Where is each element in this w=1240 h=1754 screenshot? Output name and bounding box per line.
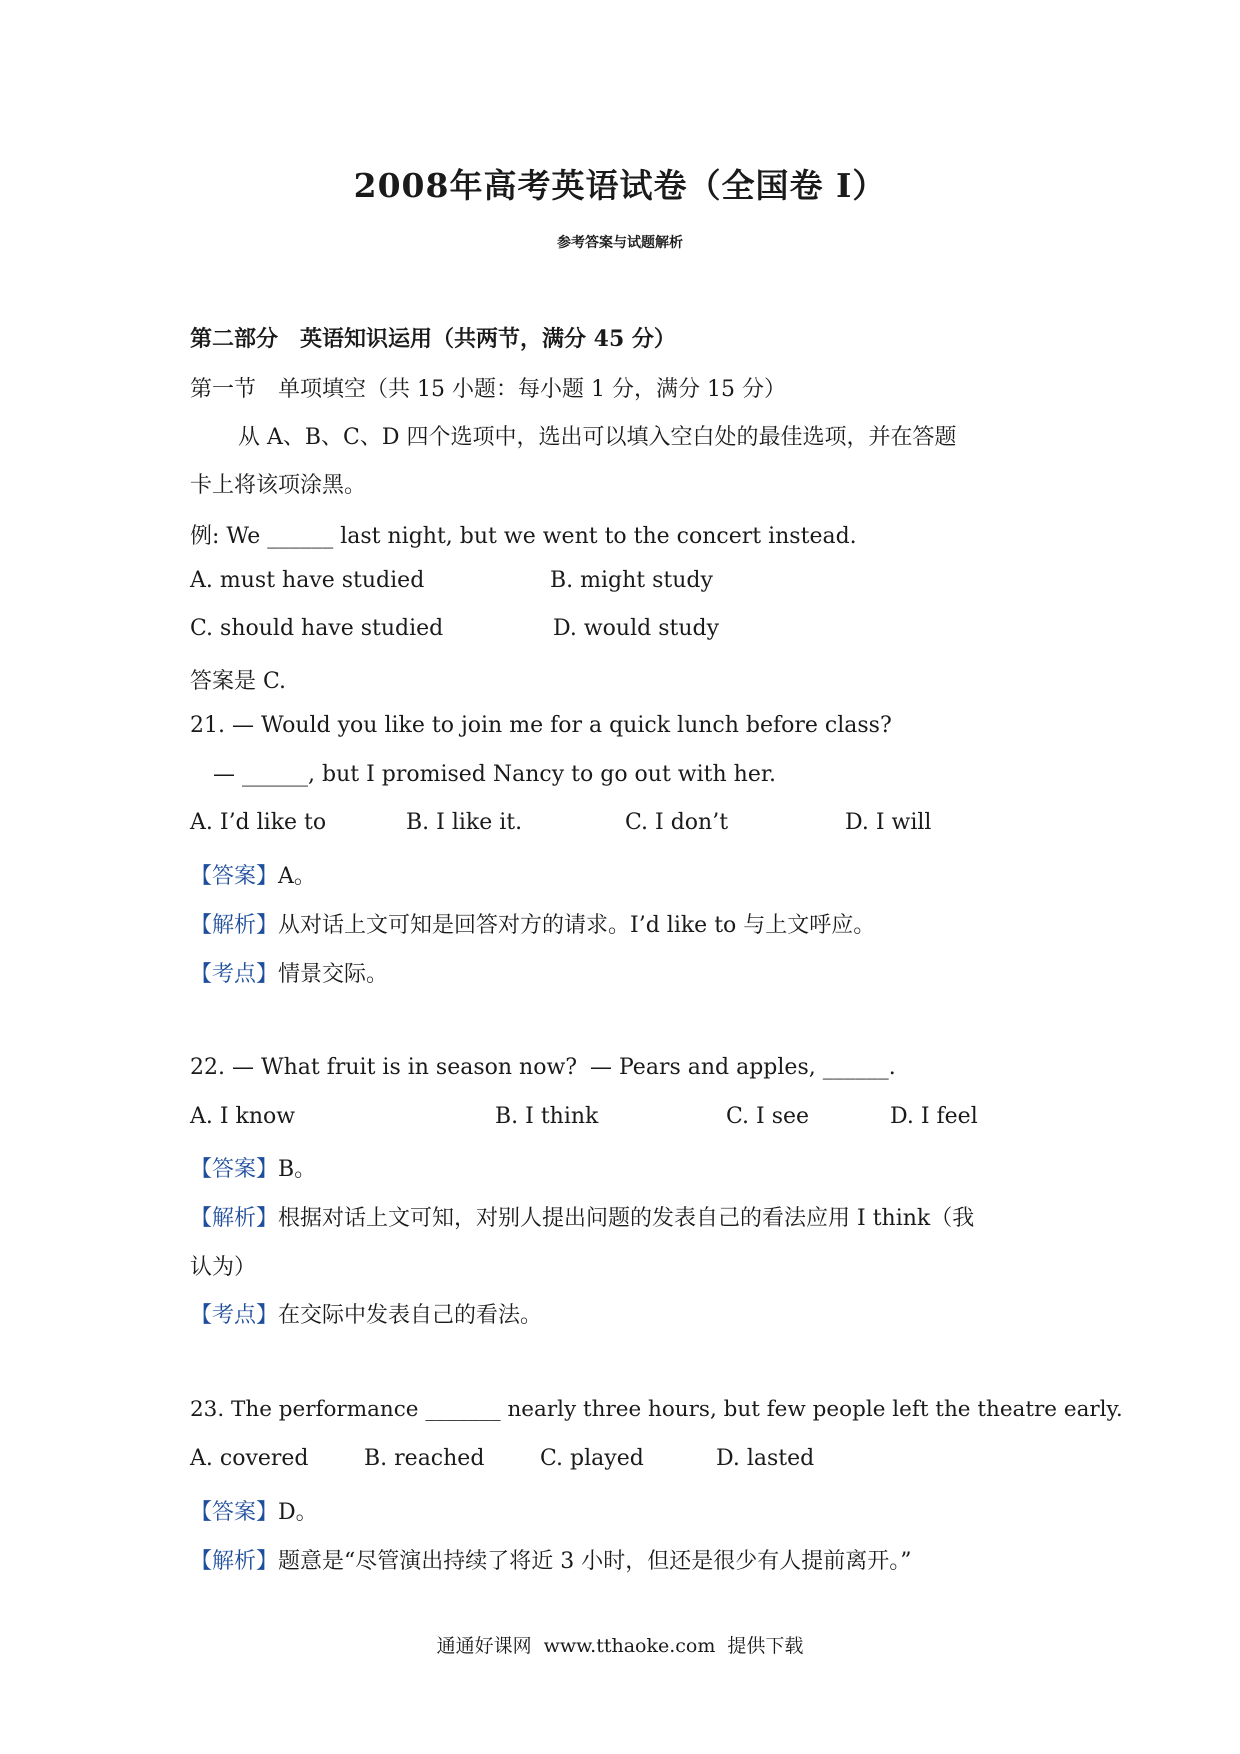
q21-point-row <box>190 957 388 988</box>
q21-point: 情景交际。 <box>278 962 389 987</box>
q21-analysis: 从对话上文可知是回答对方的请求。I’d like to 与上文呼应。 <box>278 913 876 938</box>
answer-tag: 【答案】 <box>190 1500 279 1525</box>
q22-option-a: A. I know <box>190 1104 296 1129</box>
q23-option-b: B. reached <box>364 1446 485 1471</box>
q22-point-row <box>190 1298 542 1329</box>
q22-analysis-row <box>190 1201 974 1232</box>
instruction-line-1: 从 A、B、C、D 四个选项中，选出可以填入空白处的最佳选项，并在答题 <box>238 425 957 450</box>
instruction-line-2: 卡上将该项涂黑。 <box>190 473 367 498</box>
q22-stem-question: 22. — What fruit is in season now? <box>190 1055 578 1080</box>
part-heading: 第二部分 英语知识运用（共两节，满分 45 分） <box>190 326 676 352</box>
analysis-tag: 【解析】 <box>190 1549 279 1574</box>
q23-option-d: D. lasted <box>716 1446 815 1471</box>
answer-tag: 【答案】 <box>190 1157 279 1182</box>
q21-stem-line-2: — ______, but I promised Nancy to go out with her. <box>213 762 776 787</box>
q23-analysis: 题意是“尽管演出持续了将近 3 小时，但还是很少有人提前离开。” <box>278 1549 912 1574</box>
page-subtitle: 参考答案与试题解析 <box>557 235 683 251</box>
q22-option-b: B. I think <box>495 1104 599 1129</box>
q22-stem-reply: — Pears and apples, ______. <box>590 1055 896 1080</box>
q21-option-d: D. I will <box>845 810 932 835</box>
footer-url[interactable]: www.tthaoke.com <box>543 1635 716 1657</box>
q21-answer-row <box>190 859 316 890</box>
q21-answer: A。 <box>278 864 316 889</box>
q22-option-d: D. I feel <box>890 1104 978 1129</box>
section-heading: 第一节 单项填空（共 15 小题：每小题 1 分，满分 15 分） <box>190 377 786 402</box>
q21-option-b: B. I like it. <box>406 810 523 835</box>
q22-analysis-line-2: 认为） <box>190 1255 257 1280</box>
q22-option-c: C. I see <box>726 1104 810 1129</box>
q22-answer-row <box>190 1152 316 1183</box>
analysis-tag: 【解析】 <box>190 1206 279 1231</box>
q23-analysis-row <box>190 1544 912 1575</box>
q23-option-a: A. covered <box>190 1446 309 1471</box>
analysis-tag: 【解析】 <box>190 913 279 938</box>
example-option-a: A. must have studied <box>190 568 425 593</box>
page-footer <box>0 1631 1240 1658</box>
q23-answer-row <box>190 1495 318 1526</box>
point-tag: 【考点】 <box>190 1303 279 1328</box>
q21-analysis-row <box>190 908 875 939</box>
example-answer: 答案是 C. <box>190 669 287 694</box>
example-option-b: B. might study <box>550 568 713 593</box>
page-title: 2008年高考英语试卷（全国卷 I） <box>353 166 887 205</box>
example-option-d: D. would study <box>553 616 720 641</box>
example-stem: 例: We ______ last night, but we went to the concert instead. <box>190 524 857 549</box>
q21-option-c: C. I don’t <box>625 810 729 835</box>
q22-point: 在交际中发表自己的看法。 <box>278 1303 543 1328</box>
q21-option-a: A. I’d like to <box>190 810 327 835</box>
example-option-c: C. should have studied <box>190 616 444 641</box>
footer-site-name: 通通好课网 <box>436 1635 532 1657</box>
q22-analysis-line-1: 根据对话上文可知，对别人提出问题的发表自己的看法应用 I think（我 <box>278 1206 975 1231</box>
q23-stem: 23. The performance _______ nearly three hours, but few people left the theatre early. <box>190 1397 1123 1422</box>
q22-answer: B。 <box>278 1157 317 1182</box>
answer-tag: 【答案】 <box>190 864 279 889</box>
footer-suffix: 提供下载 <box>727 1635 804 1657</box>
q23-answer: D。 <box>278 1500 318 1525</box>
q23-option-c: C. played <box>540 1446 644 1471</box>
q21-stem-line-1: 21. — Would you like to join me for a quick lunch before class? <box>190 713 892 738</box>
point-tag: 【考点】 <box>190 962 279 987</box>
